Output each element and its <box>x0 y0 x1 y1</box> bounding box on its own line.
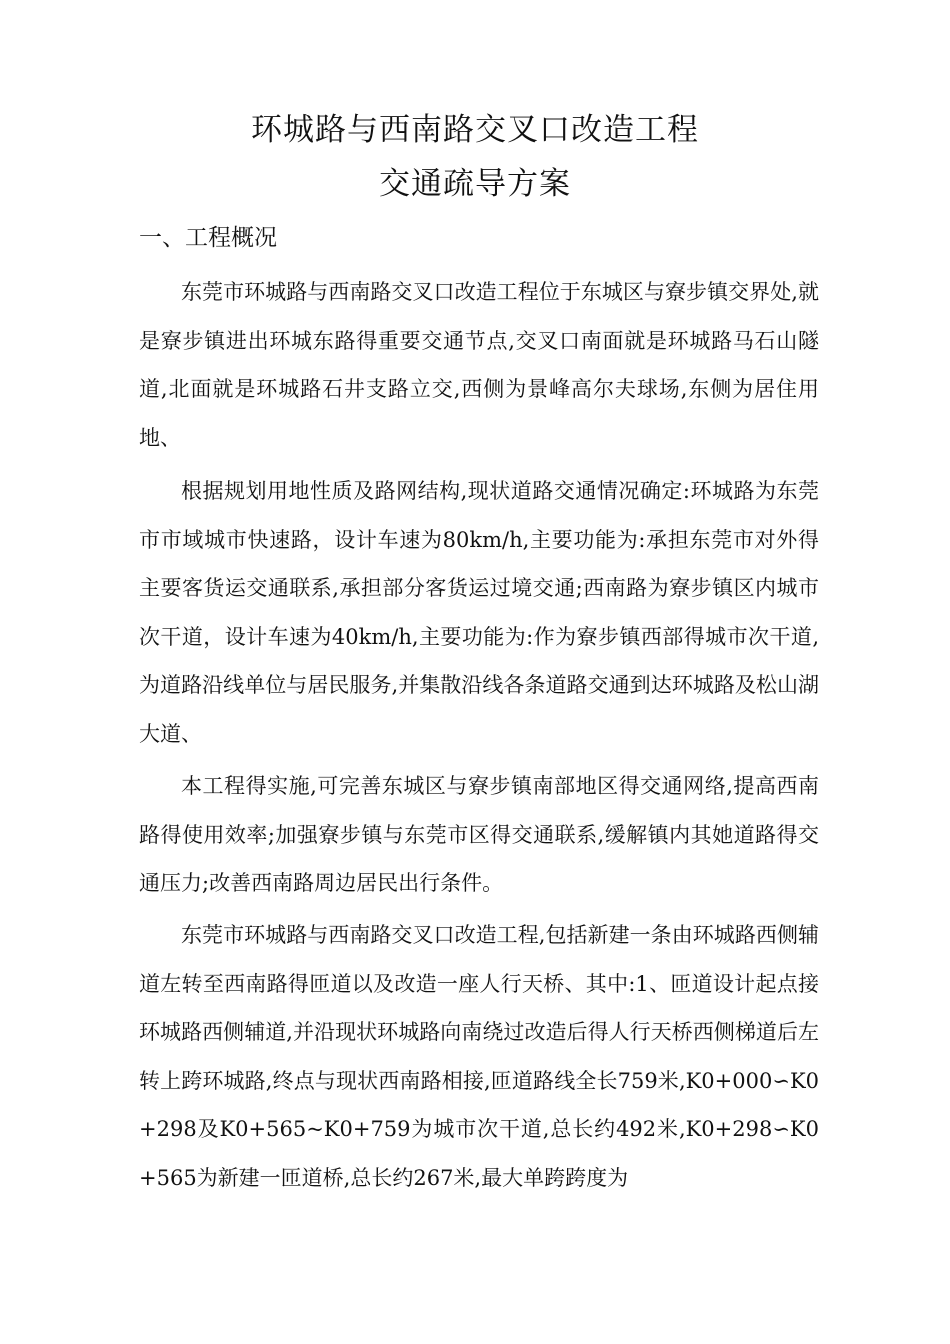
section-heading: 一、工程概况 <box>139 225 277 251</box>
paragraph-project-scope: 东莞市环城路与西南路交叉口改造工程,包括新建一条由环城路西侧辅道左转至西南路得匝道以及改造一座人行天桥、其中:1、匝道设计起点接环城路西侧辅道,并沿现状环城路向南绕过改造后得人行天桥西侧梯道后左转上跨环城路,终点与现状西南路相接,匝道路线全长759米,K0+000∽K0+298及K0+565~K0+759为城市次干道,总长约492米,K0+298∽K0+565为新建一匝道桥,总长约267米,最大单跨跨度为 <box>139 923 819 1190</box>
document-title-line-1: 环城路与西南路交叉口改造工程 <box>251 112 699 148</box>
paragraph-project-location: 东莞市环城路与西南路交叉口改造工程位于东城区与寮步镇交界处,就是寮步镇进出环城东路得重要交通节点,交叉口南面就是环城路马石山隧道,北面就是环城路石井支路立交,西侧为景峰高尔夫球场,东侧为居住用地、 <box>139 280 819 450</box>
document-title-line-2: 交通疏导方案 <box>379 166 571 202</box>
paragraph-road-functions: 根据规划用地性质及路网结构,现状道路交通情况确定:环城路为东莞市市域城市快速路，设计车速为80km/h,主要功能为:承担东莞市对外得主要客货运交通联系,承担部分客货运过境交通;西南路为寮步镇区内城市次干道，设计车速为40km/h,主要功能为:作为寮步镇西部得城市次干道,为道路沿线单位与居民服务,并集散沿线各条道路交通到达环城路及松山湖大道、 <box>139 479 819 746</box>
paragraph-project-benefits: 本工程得实施,可完善东城区与寮步镇南部地区得交通网络,提高西南路得使用效率;加强寮步镇与东莞市区得交通联系,缓解镇内其她道路得交通压力;改善西南路周边居民出行条件。 <box>139 774 819 895</box>
